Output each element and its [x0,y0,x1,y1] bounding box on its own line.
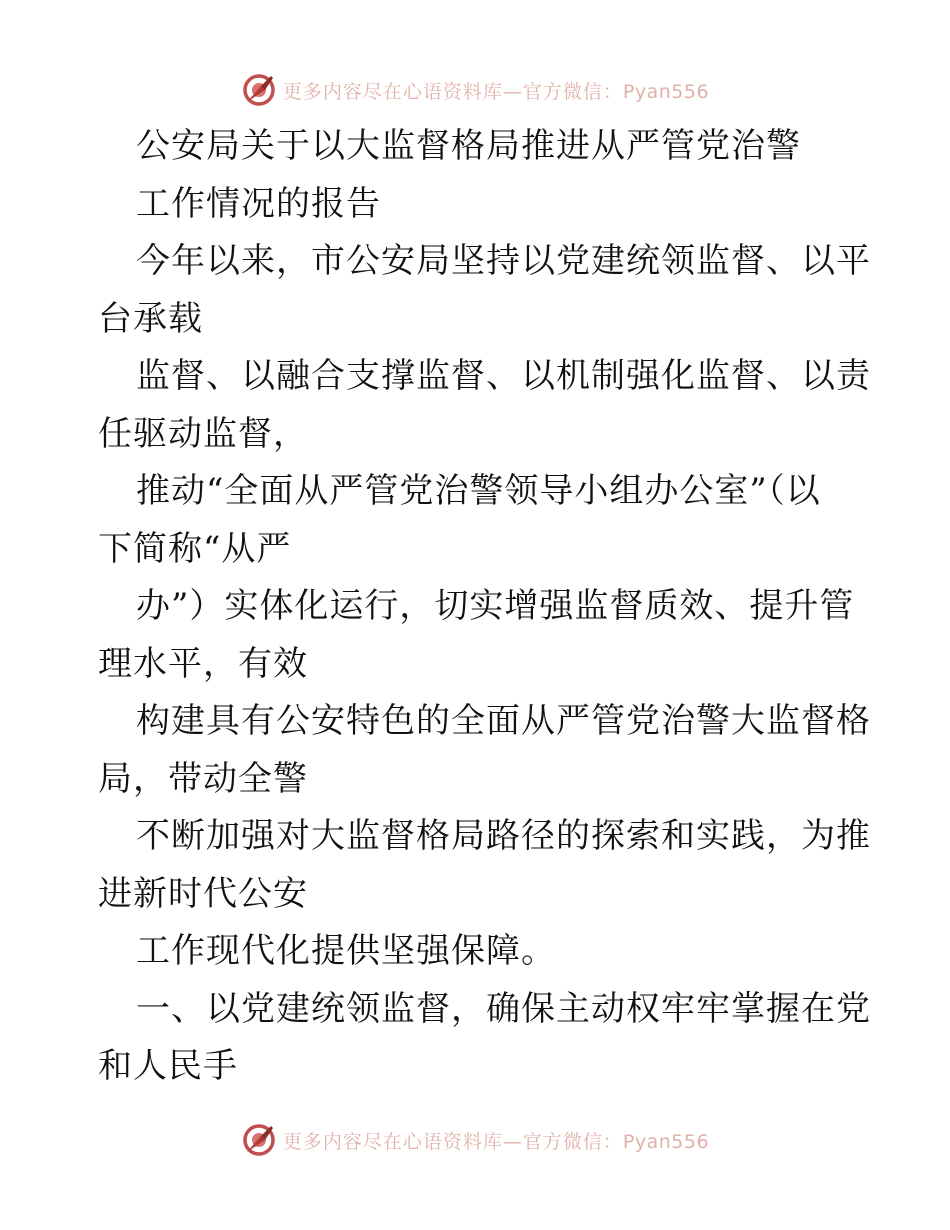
brand-logo-icon [241,72,277,108]
document-line: 进新时代公安 [98,873,308,914]
document-line: 今年以来，市公安局坚持以党建统领监督、以平 [136,241,871,281]
document-line: 办”）实体化运行，切实增强监督质效、提升管 [136,586,855,626]
wechat-id: Pyan556 [622,80,710,103]
footer-banner [0,1120,950,1160]
document-body [98,118,871,1096]
document-line: 构建具有公安特色的全面从严管党治警大监督格 [136,701,871,741]
document-line: 工作情况的报告 [136,183,381,224]
document-line: 和人民手 [98,1046,238,1086]
brand-logo-icon [241,1122,277,1158]
document-line: 台承载 [98,298,203,339]
document-line: 工作现代化提供坚强保障。 [136,931,556,971]
document-line: 不断加强对大监督格局路径的探索和实践，为推 [136,816,871,856]
document-line: 任驱动监督， [98,413,308,454]
document-line: 一、以党建统领监督，确保主动权牢牢掌握在党 [136,988,871,1029]
document-line: 下简称“从严 [98,528,292,569]
document-line: 局，带动全警 [98,758,308,799]
header-banner [0,70,950,110]
wechat-id: Pyan556 [622,1130,710,1153]
banner-text: 更多内容尽在心语资料库—官方微信：Pyan556 [282,1130,710,1153]
document-line: 推动“全面从严管党治警领导小组办公室”（以 [136,471,821,511]
banner-text: 更多内容尽在心语资料库—官方微信：Pyan556 [282,80,710,103]
document-line: 公安局关于以大监督格局推进从严管党治警 [136,126,801,166]
document-line: 理水平，有效 [98,643,308,684]
document-line: 监督、以融合支撑监督、以机制强化监督、以责 [136,356,871,396]
